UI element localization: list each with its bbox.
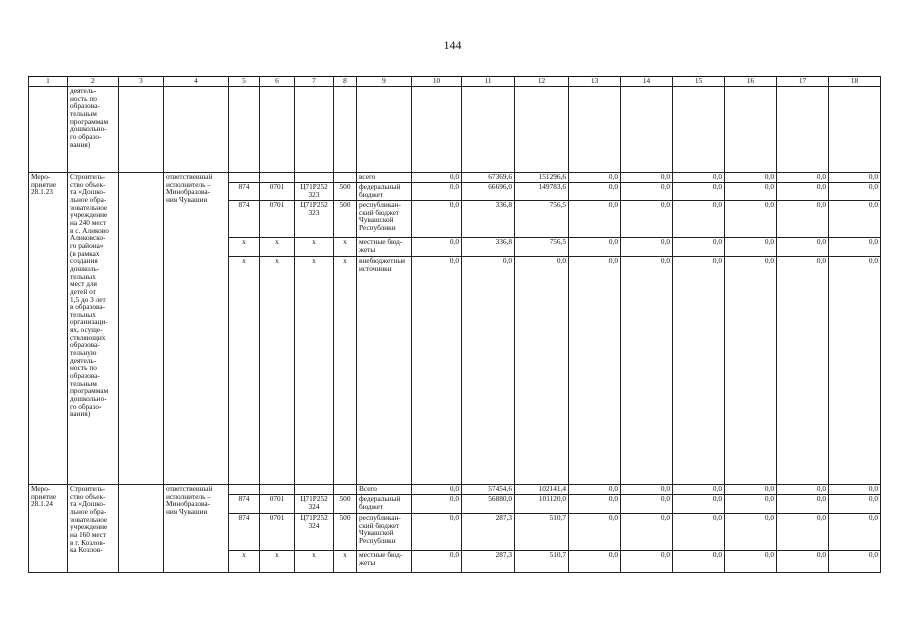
grbs-code [229, 485, 260, 495]
activity-description: деятель- ность по образова- тельным программам дошкольно- го образо- вания) [68, 87, 119, 173]
empty-cell [260, 87, 295, 173]
amount-c18: 0,0 [829, 514, 881, 551]
amount-c18: 0,0 [829, 485, 881, 495]
section-code: 0701 [260, 495, 295, 514]
empty-cell [357, 87, 412, 173]
amount-c10: 0,0 [412, 257, 462, 485]
amount-c14: 0,0 [621, 238, 673, 257]
column-number: 11 [462, 77, 515, 87]
continuation-row [29, 87, 881, 173]
grbs-code: 874 [229, 495, 260, 514]
expense-type: 500 [334, 514, 357, 551]
amount-c17: 0,0 [777, 514, 829, 551]
amount-c17: 0,0 [777, 257, 829, 485]
column-number: 10 [412, 77, 462, 87]
grbs-code: x [229, 257, 260, 485]
amount-c15: 0,0 [673, 257, 725, 485]
amount-c10: 0,0 [412, 551, 462, 573]
amount-c11: 0,0 [462, 257, 515, 485]
activity-label: Меро- приятие 28.1.23 [29, 173, 68, 485]
grbs-code: 874 [229, 514, 260, 551]
expense-type: 500 [334, 495, 357, 514]
amount-c15: 0,0 [673, 551, 725, 573]
section-code: 0701 [260, 183, 295, 201]
target-article: Ц71Р252 323 [295, 201, 334, 238]
column-number: 1 [29, 77, 68, 87]
column-number: 18 [829, 77, 881, 87]
funding-source: республикан- ский бюджет Чувашской Республики [357, 514, 412, 551]
amount-c13: 0,0 [569, 551, 621, 573]
empty-cell [673, 87, 725, 173]
expense-type: x [334, 257, 357, 485]
amount-c12: 149783,6 [515, 183, 569, 201]
empty-cell [29, 87, 68, 173]
empty-cell [777, 87, 829, 173]
amount-c15: 0,0 [673, 485, 725, 495]
column-number: 6 [260, 77, 295, 87]
amount-c14: 0,0 [621, 551, 673, 573]
funding-source: всего [357, 173, 412, 183]
grbs-code: x [229, 238, 260, 257]
target-article: x [295, 551, 334, 573]
amount-c12: 510,7 [515, 514, 569, 551]
amount-c11: 57454,6 [462, 485, 515, 495]
empty-cell [295, 87, 334, 173]
amount-c14: 0,0 [621, 183, 673, 201]
grbs-code: 874 [229, 201, 260, 238]
target-article: Ц71Р252 323 [295, 183, 334, 201]
amount-c13: 0,0 [569, 238, 621, 257]
activity-description: Строитель- ство объек- та «Дошко- льное обра- зовательное учреждение на 160 мест в г. Козлов- ка Козлов- [68, 485, 119, 573]
page-number: 144 [443, 38, 462, 52]
amount-c18: 0,0 [829, 257, 881, 485]
empty-cell [334, 87, 357, 173]
grbs-code: 874 [229, 183, 260, 201]
amount-c14: 0,0 [621, 485, 673, 495]
amount-c12: 101120,0 [515, 495, 569, 514]
amount-c12: 151296,6 [515, 173, 569, 183]
empty-cell [119, 87, 164, 173]
empty-cell [569, 87, 621, 173]
amount-c17: 0,0 [777, 183, 829, 201]
amount-c12: 756,5 [515, 201, 569, 238]
table-row [29, 485, 881, 495]
amount-c16: 0,0 [725, 495, 777, 514]
grbs-code: x [229, 551, 260, 573]
executor: ответственный исполнитель – Минобразова- ния Чувашии [164, 173, 229, 485]
amount-c13: 0,0 [569, 485, 621, 495]
amount-c14: 0,0 [621, 257, 673, 485]
funding-source: федеральный бюджет [357, 495, 412, 514]
amount-c14: 0,0 [621, 514, 673, 551]
amount-c16: 0,0 [725, 173, 777, 183]
empty-cell [725, 87, 777, 173]
empty-cell [515, 87, 569, 173]
section-code: 0701 [260, 201, 295, 238]
amount-c15: 0,0 [673, 238, 725, 257]
empty-cell [119, 485, 164, 573]
section-code: x [260, 551, 295, 573]
amount-c14: 0,0 [621, 495, 673, 514]
budget-table [28, 76, 881, 573]
expense-type [334, 173, 357, 183]
column-number: 9 [357, 77, 412, 87]
column-number-row [29, 77, 881, 87]
section-code: x [260, 257, 295, 485]
amount-c11: 336,8 [462, 238, 515, 257]
amount-c11: 287,3 [462, 514, 515, 551]
amount-c15: 0,0 [673, 514, 725, 551]
amount-c17: 0,0 [777, 485, 829, 495]
executor: ответственный исполнитель – Минобразова- ния Чувашии [164, 485, 229, 573]
amount-c15: 0,0 [673, 183, 725, 201]
empty-cell [164, 87, 229, 173]
target-article: Ц71Р252 324 [295, 495, 334, 514]
funding-source: местные бюд- жеты [357, 238, 412, 257]
expense-type [334, 485, 357, 495]
amount-c11: 67369,6 [462, 173, 515, 183]
column-number: 4 [164, 77, 229, 87]
column-number: 16 [725, 77, 777, 87]
amount-c10: 0,0 [412, 514, 462, 551]
empty-cell [462, 87, 515, 173]
section-code [260, 485, 295, 495]
activity-description: Строитель- ство объек- та «Дошко- льное обра- зовательное учреждение на 240 мест в с. Аликово Аликовско- го района» (в рамках создания дошколь- тельных мест для детей от 1,5 до 3 лет в образова- тельных организаци- ях, осуще- ствляющих образова- тельную деятель- ность по образова- тельным программам дошкольно- го образо- вания) [68, 173, 119, 485]
amount-c17: 0,0 [777, 495, 829, 514]
table-row [29, 173, 881, 183]
expense-type: x [334, 238, 357, 257]
target-article: x [295, 238, 334, 257]
column-number: 17 [777, 77, 829, 87]
empty-cell [229, 87, 260, 173]
funding-source: внебюджетные источники [357, 257, 412, 485]
amount-c16: 0,0 [725, 485, 777, 495]
amount-c16: 0,0 [725, 238, 777, 257]
amount-c11: 336,8 [462, 201, 515, 238]
column-number: 12 [515, 77, 569, 87]
amount-c16: 0,0 [725, 201, 777, 238]
amount-c10: 0,0 [412, 238, 462, 257]
amount-c11: 56880,0 [462, 495, 515, 514]
amount-c16: 0,0 [725, 514, 777, 551]
amount-c18: 0,0 [829, 238, 881, 257]
amount-c10: 0,0 [412, 173, 462, 183]
empty-cell [412, 87, 462, 173]
empty-cell [119, 173, 164, 485]
amount-c10: 0,0 [412, 495, 462, 514]
amount-c13: 0,0 [569, 257, 621, 485]
amount-c15: 0,0 [673, 495, 725, 514]
amount-c13: 0,0 [569, 495, 621, 514]
target-article [295, 173, 334, 183]
amount-c11: 66696,0 [462, 183, 515, 201]
expense-type: 500 [334, 183, 357, 201]
funding-source: республикан- ский бюджет Чувашской Республики [357, 201, 412, 238]
column-number: 13 [569, 77, 621, 87]
amount-c18: 0,0 [829, 201, 881, 238]
amount-c16: 0,0 [725, 183, 777, 201]
column-number: 8 [334, 77, 357, 87]
amount-c10: 0,0 [412, 183, 462, 201]
amount-c16: 0,0 [725, 551, 777, 573]
grbs-code [229, 173, 260, 183]
amount-c13: 0,0 [569, 183, 621, 201]
amount-c18: 0,0 [829, 183, 881, 201]
activity-label: Меро- приятие 28.1.24 [29, 485, 68, 573]
amount-c12: 102141,4 [515, 485, 569, 495]
amount-c15: 0,0 [673, 201, 725, 238]
expense-type: x [334, 551, 357, 573]
column-number: 14 [621, 77, 673, 87]
amount-c17: 0,0 [777, 238, 829, 257]
amount-c18: 0,0 [829, 551, 881, 573]
expense-type: 500 [334, 201, 357, 238]
empty-cell [621, 87, 673, 173]
amount-c15: 0,0 [673, 173, 725, 183]
column-number: 7 [295, 77, 334, 87]
section-code: x [260, 238, 295, 257]
amount-c13: 0,0 [569, 514, 621, 551]
amount-c14: 0,0 [621, 173, 673, 183]
amount-c11: 287,3 [462, 551, 515, 573]
amount-c13: 0,0 [569, 173, 621, 183]
amount-c12: 0,0 [515, 257, 569, 485]
column-number: 3 [119, 77, 164, 87]
funding-source: федеральный бюджет [357, 183, 412, 201]
amount-c18: 0,0 [829, 173, 881, 183]
amount-c13: 0,0 [569, 201, 621, 238]
section-code: 0701 [260, 514, 295, 551]
amount-c17: 0,0 [777, 201, 829, 238]
amount-c18: 0,0 [829, 495, 881, 514]
amount-c17: 0,0 [777, 173, 829, 183]
amount-c12: 756,5 [515, 238, 569, 257]
column-number: 15 [673, 77, 725, 87]
amount-c17: 0,0 [777, 551, 829, 573]
target-article: Ц71Р252 324 [295, 514, 334, 551]
amount-c10: 0,0 [412, 485, 462, 495]
amount-c10: 0,0 [412, 201, 462, 238]
amount-c16: 0,0 [725, 257, 777, 485]
column-number: 5 [229, 77, 260, 87]
funding-source: Всего [357, 485, 412, 495]
amount-c14: 0,0 [621, 201, 673, 238]
funding-source: местные бюд- жеты [357, 551, 412, 573]
empty-cell [829, 87, 881, 173]
section-code [260, 173, 295, 183]
column-number: 2 [68, 77, 119, 87]
target-article [295, 485, 334, 495]
amount-c12: 510,7 [515, 551, 569, 573]
target-article: x [295, 257, 334, 485]
